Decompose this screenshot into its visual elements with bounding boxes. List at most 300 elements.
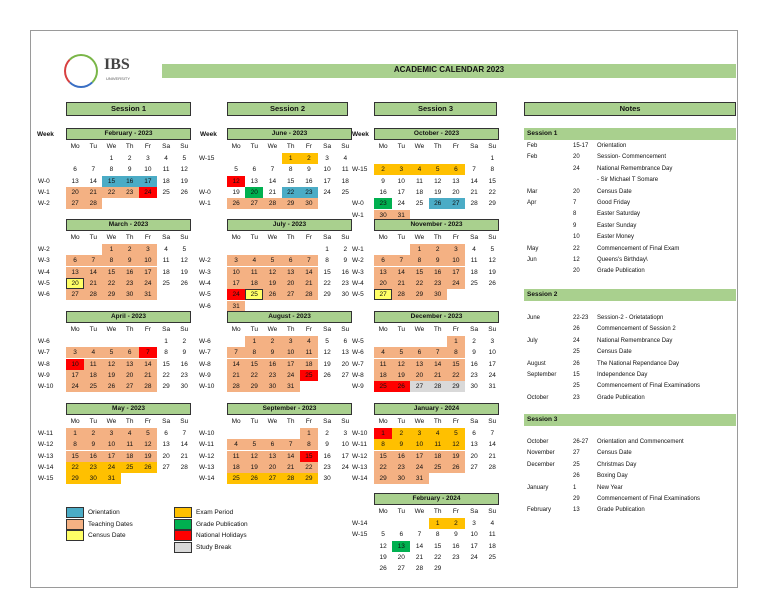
calendar-day: 26 bbox=[139, 462, 157, 473]
calendar-day: 17 bbox=[488, 360, 496, 368]
weekday-header: Fr bbox=[144, 326, 151, 333]
note-date: 24 bbox=[573, 165, 580, 172]
calendar-day: 17 bbox=[139, 267, 157, 278]
note-event: Good Friday bbox=[597, 200, 631, 206]
weekday-header: Mo bbox=[70, 326, 80, 333]
calendar-day: 2 bbox=[263, 336, 281, 347]
calendar-day: 20 bbox=[470, 452, 478, 460]
calendar-day: 31 bbox=[139, 289, 157, 300]
calendar-day: 9 bbox=[392, 439, 410, 450]
calendar-day: 15 bbox=[374, 451, 392, 462]
note-date: 7 bbox=[573, 200, 577, 206]
week-number: W-6 bbox=[199, 302, 211, 310]
note-row bbox=[527, 336, 735, 346]
calendar-day: 16 bbox=[121, 176, 139, 187]
weekday-header: Mo bbox=[378, 508, 388, 515]
legend-item bbox=[174, 530, 274, 541]
calendar-day: 24 bbox=[282, 370, 300, 381]
calendar-day: 22 bbox=[488, 188, 496, 196]
calendar-day: 17 bbox=[323, 177, 331, 185]
calendar-day: 10 bbox=[447, 255, 465, 266]
calendar-day: 18 bbox=[162, 268, 170, 276]
note-row bbox=[527, 505, 735, 515]
note-event: Session-2 - Orietatatiopn bbox=[597, 315, 664, 321]
calendar-day: 1 bbox=[245, 336, 263, 347]
calendar-day: 24 bbox=[341, 463, 349, 471]
calendar-day: 25 bbox=[470, 279, 478, 287]
note-date: 27 bbox=[573, 450, 580, 457]
calendar-day: 10 bbox=[139, 255, 157, 266]
month-header: May - 2023 bbox=[66, 403, 191, 415]
notes-section-header: Session 2 bbox=[524, 289, 736, 301]
calendar-day: 31 bbox=[282, 381, 300, 392]
calendar-day: 23 bbox=[452, 553, 460, 561]
note-month: Feb bbox=[527, 154, 538, 161]
calendar-day: 19 bbox=[434, 188, 442, 196]
calendar-day: 3 bbox=[410, 428, 428, 439]
week-number: W-15 bbox=[199, 155, 215, 162]
logo-name: IBS bbox=[104, 56, 130, 73]
calendar-day: 7 bbox=[282, 439, 300, 450]
week-number: W-5 bbox=[38, 279, 50, 287]
calendar-day: 4 bbox=[164, 155, 168, 162]
calendar-day: 20 bbox=[121, 370, 139, 381]
calendar-day: 5 bbox=[182, 155, 187, 162]
weekday-header: Sa bbox=[470, 143, 479, 150]
note-date: 22-23 bbox=[573, 315, 589, 321]
note-event: Queens's Birthday\ bbox=[597, 257, 648, 263]
note-date: 26 bbox=[573, 326, 580, 333]
calendar-day: 4 bbox=[84, 347, 102, 358]
weekday-header: Th bbox=[125, 418, 134, 425]
calendar-day: 14 bbox=[227, 359, 245, 370]
calendar-day: 13 bbox=[341, 349, 349, 357]
calendar-day: 23 bbox=[341, 279, 349, 287]
week-number: W-11 bbox=[352, 441, 367, 449]
calendar-day: 27 bbox=[447, 198, 465, 209]
calendar-day: 6 bbox=[66, 255, 84, 266]
calendar-day: 2 bbox=[182, 338, 187, 345]
calendar-day: 4 bbox=[374, 347, 392, 358]
calendar-day: 27 bbox=[245, 198, 263, 209]
week-number: W-6 bbox=[38, 338, 50, 345]
weekday-header: Tu bbox=[89, 418, 97, 425]
calendar-day: 23 bbox=[263, 370, 281, 381]
calendar-day: 25 bbox=[162, 188, 170, 196]
calendar-day: 11 bbox=[341, 166, 349, 174]
note-event: Orientation bbox=[597, 143, 627, 149]
calendar-day: 6 bbox=[343, 338, 348, 345]
calendar-day: 7 bbox=[472, 166, 476, 174]
note-month: December bbox=[527, 461, 555, 468]
calendar-day: 4 bbox=[410, 164, 428, 175]
calendar-day: 14 bbox=[282, 451, 300, 462]
weekday-header: Mo bbox=[231, 234, 241, 241]
note-row bbox=[527, 471, 735, 481]
calendar-day: 1 bbox=[164, 338, 168, 345]
calendar-day: 30 bbox=[429, 289, 447, 300]
legend-swatch bbox=[174, 519, 192, 530]
calendar-day: 1 bbox=[66, 428, 84, 439]
calendar-day: 23 bbox=[180, 371, 188, 379]
calendar-day: 14 bbox=[470, 177, 478, 185]
weekday-header: We bbox=[106, 326, 117, 333]
weekday-header: Sa bbox=[323, 234, 332, 241]
weekday-header: Fr bbox=[452, 418, 459, 425]
calendar-day: 6 bbox=[73, 166, 77, 174]
note-event: Independence Day bbox=[597, 372, 648, 378]
week-number: W-13 bbox=[38, 452, 54, 460]
note-row bbox=[527, 164, 735, 174]
calendar-day: 14 bbox=[429, 359, 447, 370]
notes-section-header: Session 3 bbox=[524, 414, 736, 426]
week-number: W-4 bbox=[352, 279, 364, 287]
weekday-header: Th bbox=[433, 326, 442, 333]
note-event: Commencement of Final Examinations bbox=[597, 383, 701, 390]
weekday-header: We bbox=[267, 234, 278, 241]
calendar-day: 15 bbox=[434, 542, 442, 550]
legend-item bbox=[174, 507, 274, 518]
weekday-header: Mo bbox=[231, 326, 241, 333]
calendar-day: 20 bbox=[410, 370, 428, 381]
calendar-day: 15 bbox=[447, 359, 465, 370]
calendar-day: 23 bbox=[374, 198, 392, 209]
month-header: September - 2023 bbox=[227, 403, 352, 415]
calendar-day: 3 bbox=[139, 244, 157, 255]
calendar-day: 27 bbox=[121, 381, 139, 392]
note-date: 26-27 bbox=[573, 439, 589, 445]
note-event: Commencement of Final Exam bbox=[597, 245, 680, 252]
calendar-day: 20 bbox=[162, 452, 170, 460]
calendar-day: 3 bbox=[66, 347, 84, 358]
calendar-day: 6 bbox=[263, 439, 281, 450]
calendar-day: 10 bbox=[323, 166, 331, 174]
calendar-day: 11 bbox=[470, 257, 478, 265]
calendar-day: 12 bbox=[488, 257, 496, 265]
calendar-day: 21 bbox=[470, 188, 478, 196]
calendar-day: 14 bbox=[392, 267, 410, 278]
calendar-day: 26 bbox=[227, 198, 245, 209]
weekday-header: Mo bbox=[378, 326, 388, 333]
legend-item bbox=[66, 519, 166, 530]
calendar-day: 6 bbox=[282, 255, 300, 266]
note-month: February bbox=[527, 507, 552, 514]
calendar-day: 8 bbox=[374, 439, 392, 450]
week-number: W-2 bbox=[38, 200, 50, 208]
calendar-day: 18 bbox=[227, 462, 245, 473]
note-event: Census Date bbox=[597, 450, 632, 457]
calendar-day: 1 bbox=[490, 155, 495, 162]
note-month: October bbox=[527, 394, 549, 401]
weekday-header: Fr bbox=[452, 326, 459, 333]
calendar-day: 11 bbox=[162, 166, 170, 174]
note-row bbox=[527, 370, 735, 380]
calendar-day: 1 bbox=[102, 244, 120, 255]
week-number: W-14 bbox=[352, 520, 368, 527]
calendar-day: 29 bbox=[245, 381, 263, 392]
note-row bbox=[527, 141, 735, 151]
calendar-day: 26 bbox=[180, 188, 188, 196]
calendar-day: 30 bbox=[263, 381, 281, 392]
calendar-day: 8 bbox=[102, 255, 120, 266]
note-event: Easter Money bbox=[597, 234, 635, 241]
calendar-day: 8 bbox=[410, 255, 428, 266]
calendar-day: 1 bbox=[300, 428, 318, 439]
weekday-header: We bbox=[267, 143, 278, 150]
calendar-day: 25 bbox=[300, 370, 318, 381]
calendar-day: 22 bbox=[162, 371, 170, 379]
calendar-day: 1 bbox=[374, 428, 392, 439]
calendar-day: 1 bbox=[282, 153, 300, 164]
weekday-header: Th bbox=[433, 234, 442, 241]
week-number: W-1 bbox=[38, 188, 50, 196]
note-event: Session- Commencement bbox=[597, 154, 667, 161]
calendar-day: 13 bbox=[66, 267, 84, 278]
note-date: 13 bbox=[573, 507, 580, 514]
calendar-day: 22 bbox=[374, 462, 392, 473]
calendar-day: 30 bbox=[121, 289, 139, 300]
calendar-day: 26 bbox=[379, 565, 387, 573]
calendar-day: 16 bbox=[379, 188, 387, 196]
weekday-header: Tu bbox=[250, 143, 258, 150]
week-number: W-5 bbox=[199, 291, 211, 299]
weekday-header: Fr bbox=[144, 234, 151, 241]
calendar-day: 23 bbox=[470, 371, 478, 379]
title-bar bbox=[162, 64, 736, 78]
note-date: 29 bbox=[573, 496, 580, 502]
week-number: W-8 bbox=[38, 360, 50, 368]
calendar-day: 13 bbox=[250, 177, 258, 185]
weekday-header: Tu bbox=[397, 143, 405, 150]
calendar-day: 17 bbox=[282, 359, 300, 370]
calendar-day: 27 bbox=[397, 565, 405, 573]
calendar-day: 7 bbox=[490, 430, 495, 437]
calendar-day: 24 bbox=[66, 381, 84, 392]
calendar-day: 21 bbox=[268, 188, 277, 196]
note-row bbox=[527, 494, 735, 504]
calendar-day: 7 bbox=[227, 347, 245, 358]
calendar-day: 19 bbox=[263, 278, 281, 289]
weekday-header: Th bbox=[433, 143, 442, 150]
week-number: W-3 bbox=[352, 268, 364, 276]
calendar-day: 1 bbox=[109, 155, 114, 162]
weekday-header: Fr bbox=[452, 143, 459, 150]
calendar-day: 5 bbox=[102, 347, 120, 358]
calendar-day: 21 bbox=[429, 370, 447, 381]
calendar-day: 16 bbox=[84, 451, 102, 462]
calendar-day: 22 bbox=[410, 278, 428, 289]
calendar-day: 8 bbox=[66, 439, 84, 450]
calendar-day: 5 bbox=[392, 347, 410, 358]
calendar-day: 11 bbox=[162, 257, 170, 265]
note-date: 20 bbox=[573, 154, 580, 161]
weekday-header: Tu bbox=[89, 234, 97, 241]
calendar-day: 22 bbox=[434, 553, 442, 561]
legend-swatch bbox=[66, 507, 84, 518]
calendar-day: 6 bbox=[121, 347, 139, 358]
weekday-header: Su bbox=[488, 234, 497, 241]
calendar-day: 7 bbox=[300, 255, 318, 266]
calendar-day: 10 bbox=[66, 359, 84, 370]
calendar-day: 27 bbox=[374, 289, 392, 300]
calendar-day: 13 bbox=[410, 359, 428, 370]
calendar-day: 13 bbox=[263, 451, 281, 462]
calendar-day: 21 bbox=[488, 452, 496, 460]
calendar-day: 15 bbox=[300, 451, 318, 462]
calendar-day: 3 bbox=[447, 244, 465, 255]
week-number: W-10 bbox=[352, 430, 368, 437]
note-event: Easter Saturday bbox=[597, 211, 641, 218]
calendar-day: 28 bbox=[180, 463, 188, 471]
week-label: Week bbox=[352, 131, 369, 138]
calendar-day: 8 bbox=[109, 166, 114, 174]
calendar-day: 14 bbox=[488, 441, 496, 449]
weekday-header: Fr bbox=[305, 326, 312, 333]
calendar-day: 9 bbox=[325, 441, 329, 449]
week-number: W-12 bbox=[199, 452, 215, 460]
note-month: September bbox=[527, 372, 557, 378]
calendar-day: 9 bbox=[381, 177, 385, 185]
calendar-day: 30 bbox=[323, 475, 331, 483]
calendar-day: 6 bbox=[472, 430, 476, 437]
calendar-day: 26 bbox=[180, 279, 188, 287]
note-event: New Year bbox=[597, 484, 623, 491]
weekday-header: Th bbox=[286, 326, 295, 333]
calendar-day: 23 bbox=[121, 187, 139, 198]
weekday-header: Tu bbox=[397, 234, 405, 241]
calendar-day: 4 bbox=[300, 336, 318, 347]
calendar-day: 21 bbox=[415, 553, 424, 561]
calendar-day: 14 bbox=[300, 267, 318, 278]
calendar-day: 8 bbox=[164, 349, 168, 357]
weekday-header: We bbox=[414, 143, 425, 150]
calendar-day: 18 bbox=[374, 370, 392, 381]
calendar-day: 29 bbox=[410, 289, 428, 300]
calendar-day: 3 bbox=[282, 336, 300, 347]
calendar-day: 23 bbox=[323, 463, 331, 471]
calendar-day: 15 bbox=[102, 267, 120, 278]
calendar-day: 18 bbox=[488, 542, 496, 550]
calendar-day: 11 bbox=[227, 451, 245, 462]
calendar-day: 7 bbox=[139, 347, 157, 358]
weekday-header: Th bbox=[433, 508, 442, 515]
week-number: W-5 bbox=[352, 338, 364, 345]
week-number: W-9 bbox=[352, 383, 364, 391]
weekday-header: Tu bbox=[397, 508, 405, 515]
week-number: W-7 bbox=[352, 360, 364, 368]
week-number: W-14 bbox=[352, 475, 368, 483]
calendar-day: 6 bbox=[447, 164, 465, 175]
week-number: W-8 bbox=[352, 371, 364, 379]
calendar-day: 24 bbox=[410, 462, 428, 473]
weekday-header: Sa bbox=[162, 234, 171, 241]
calendar-day: 31 bbox=[102, 473, 120, 484]
week-number: W-2 bbox=[352, 257, 364, 265]
calendar-day: 10 bbox=[410, 439, 428, 450]
week-number: W-0 bbox=[199, 188, 211, 196]
calendar-day: 6 bbox=[164, 430, 168, 437]
weekday-header: Su bbox=[488, 326, 497, 333]
calendar-day: 15 bbox=[66, 451, 84, 462]
week-number: W-9 bbox=[199, 371, 211, 379]
calendar-day: 19 bbox=[447, 451, 465, 462]
calendar-day: 20 bbox=[341, 360, 349, 368]
note-event: Commencement of Final Examinations bbox=[597, 496, 701, 502]
week-number: W-6 bbox=[38, 291, 50, 299]
weekday-header: Su bbox=[341, 143, 350, 150]
weekday-header: Sa bbox=[323, 326, 332, 333]
legend-label: Grade Publication bbox=[196, 520, 248, 528]
calendar-day: 26 bbox=[429, 198, 447, 209]
weekday-header: We bbox=[106, 418, 117, 425]
calendar-day: 30 bbox=[470, 383, 478, 391]
weekday-header: Th bbox=[286, 143, 295, 150]
calendar-day: 1 bbox=[429, 518, 447, 529]
weekday-header: Tu bbox=[250, 418, 258, 425]
note-month: October bbox=[527, 439, 549, 445]
month-header: January - 2024 bbox=[374, 403, 499, 415]
calendar-day: 17 bbox=[66, 370, 84, 381]
legend-item bbox=[66, 530, 166, 541]
calendar-day: 18 bbox=[162, 177, 170, 185]
session-1-header: Session 1 bbox=[66, 102, 191, 116]
weekday-header: Th bbox=[125, 326, 134, 333]
calendar-day: 3 bbox=[227, 255, 245, 266]
calendar-day: 21 bbox=[139, 370, 157, 381]
note-row bbox=[527, 221, 735, 231]
calendar-day: 3 bbox=[472, 520, 476, 527]
note-row bbox=[527, 324, 735, 334]
weekday-header: Mo bbox=[378, 418, 388, 425]
calendar-day: 1 bbox=[447, 336, 465, 347]
calendar-day: 10 bbox=[488, 349, 496, 357]
month-header: February - 2024 bbox=[374, 493, 499, 505]
calendar-day: 26 bbox=[263, 289, 281, 300]
weekday-header: Tu bbox=[250, 234, 258, 241]
calendar-day: 25 bbox=[429, 462, 447, 473]
calendar-day: 11 bbox=[121, 439, 139, 450]
calendar-day: 8 bbox=[435, 531, 440, 539]
calendar-day: 20 bbox=[282, 278, 300, 289]
weekday-header: Su bbox=[341, 234, 350, 241]
legend-swatch bbox=[174, 542, 192, 553]
calendar-day: 19 bbox=[232, 188, 240, 196]
calendar-day: 3 bbox=[392, 164, 410, 175]
note-date: 1 bbox=[573, 484, 577, 491]
calendar-day: 10 bbox=[102, 439, 120, 450]
week-number: W-12 bbox=[352, 452, 368, 460]
calendar-day: 21 bbox=[84, 187, 102, 198]
calendar-day: 18 bbox=[429, 451, 447, 462]
calendar-day: 29 bbox=[162, 383, 170, 391]
calendar-day: 30 bbox=[341, 291, 349, 299]
calendar-day: 24 bbox=[397, 200, 405, 208]
week-number: W-14 bbox=[38, 463, 54, 471]
weekday-header: Su bbox=[180, 418, 189, 425]
weekday-header: Su bbox=[180, 143, 189, 150]
calendar-day: 5 bbox=[263, 255, 281, 266]
calendar-day: 29 bbox=[434, 565, 442, 573]
calendar-day: 20 bbox=[66, 187, 84, 198]
calendar-day: 29 bbox=[102, 289, 120, 300]
weekday-header: Sa bbox=[162, 326, 171, 333]
calendar-day: 16 bbox=[305, 177, 313, 185]
calendar-day: 1 bbox=[410, 244, 428, 255]
calendar-day: 28 bbox=[392, 289, 410, 300]
weekday-header: Mo bbox=[378, 143, 388, 150]
calendar-day: 29 bbox=[66, 473, 84, 484]
note-event: Census Date bbox=[597, 349, 632, 356]
